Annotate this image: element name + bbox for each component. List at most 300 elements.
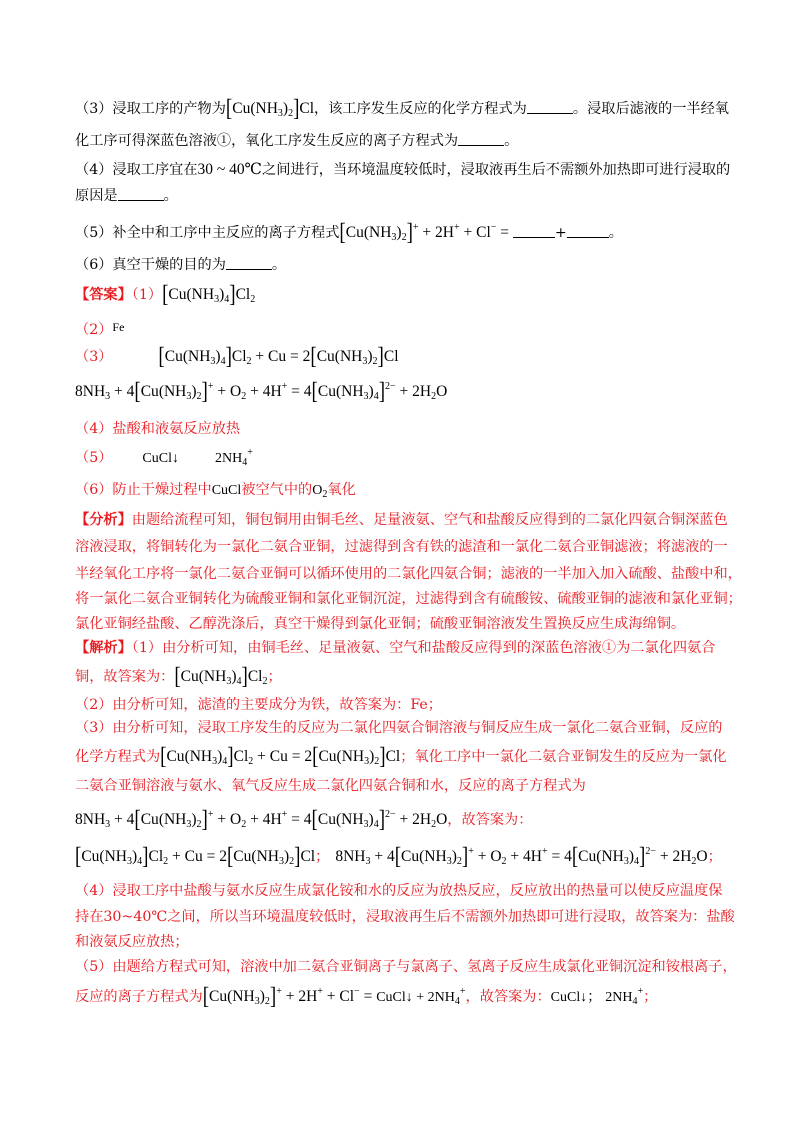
bracket: ] (294, 842, 301, 870)
sub: 3 (363, 819, 369, 830)
sub: 2 (501, 856, 507, 867)
bracket: ] (241, 662, 248, 690)
paren: ( (419, 848, 425, 865)
sub: 3 (214, 294, 220, 305)
paren: ) (396, 224, 402, 241)
solution-line1 (75, 637, 735, 659)
sym: NH (341, 811, 364, 828)
sym: Cu (318, 748, 337, 765)
sub: 3 (364, 756, 370, 767)
sub: 3 (212, 756, 218, 767)
sup: + (281, 381, 288, 392)
bracket: [ (226, 842, 234, 870)
sup: − (490, 222, 497, 233)
sym: Cl (235, 286, 251, 303)
sym: NH (163, 811, 187, 828)
sym: O (696, 848, 708, 865)
bracket: ] (227, 742, 234, 770)
bracket: [ (158, 342, 165, 370)
text: ； (267, 669, 282, 685)
sub: 4 (373, 391, 379, 402)
answer-value: CuCl↓ (142, 451, 179, 466)
paren: ( (335, 811, 342, 828)
bracket: [ (571, 842, 579, 870)
analysis-line1 (75, 509, 735, 531)
bracket: ] (142, 842, 149, 870)
sym: NH (163, 383, 187, 400)
q4-line1 (75, 159, 735, 181)
paren: ( (363, 224, 369, 241)
sub: 3 (446, 856, 452, 867)
sub: 4 (137, 856, 143, 867)
sub: 2 (431, 391, 437, 402)
sup: + (281, 809, 288, 820)
sym: NH (601, 848, 624, 865)
bracket: ] (201, 377, 208, 405)
paren: ( (158, 811, 164, 828)
solution-line5 (75, 742, 735, 770)
solution-label: 【解析】 (75, 640, 132, 656)
paren: ( (334, 348, 340, 365)
solution-line6: 二氨合亚铜溶液与氨水、氧气反应生成二氯化四氨合铜和水，反应的离子方程式为 (75, 778, 586, 794)
sub: 3 (363, 391, 369, 402)
sub: 2 (241, 391, 247, 402)
analysis-line4: 将一氯化二氨合亚铜转化为硫酸亚铜和氯化亚铜沉淀，过滤得到含有硫酸铵、硫酸亚铜的滤液和氯化亚铜； (75, 591, 742, 607)
sym: = (496, 224, 510, 241)
sym (312, 483, 327, 498)
text: 由题给流程可知，铜包铜用由铜毛丝、足量液氨、空气和盐酸反应得到的二氯化四氨合铜深蓝色 (131, 512, 728, 528)
sub: 2 (250, 294, 256, 305)
formula (335, 842, 708, 870)
paren: ) (367, 348, 373, 365)
bracket: [ (339, 218, 346, 246)
text: 被空气中的 (241, 482, 313, 498)
text: 。 (504, 133, 519, 149)
bracket: ] (293, 94, 300, 122)
sym: + 4 (110, 383, 135, 400)
paren: ( (198, 668, 204, 685)
text: ； (643, 989, 658, 1005)
sub: 3 (278, 856, 284, 867)
bracket: [ (310, 342, 317, 370)
formula-cu-nh3-2-cl (225, 94, 315, 122)
bracket: [ (225, 94, 233, 122)
sub: 3 (210, 356, 216, 367)
paren: ( (335, 383, 342, 400)
sub: 2 (196, 819, 202, 830)
paren: ) (451, 848, 457, 865)
sym: NH (104, 848, 127, 865)
formula (75, 842, 316, 870)
solution-line11: 和液氨反应放热； (75, 934, 189, 950)
sym: NH (232, 988, 255, 1005)
text: 。 (271, 257, 287, 273)
paren: ) (131, 848, 138, 865)
sym: + O (213, 811, 242, 828)
text: 化学方程式为 (75, 749, 161, 765)
paren: ) (628, 848, 634, 865)
sub: 2 (289, 856, 295, 867)
sym: Cl (231, 348, 247, 365)
paren: ( (336, 748, 342, 765)
solution-line12: （5）由题给方程式可知，溶液中加二氨合亚铜离子与氯离子、氢离子反应生成氯化亚铜沉淀和铵根离子， (75, 959, 737, 975)
sym: + Cu = 2 (168, 848, 227, 865)
answer-blank[interactable] (458, 131, 504, 146)
bracket: ] (201, 805, 208, 833)
sup: 2− (385, 809, 396, 820)
sub: 4 (224, 294, 230, 305)
sub: 3 (105, 819, 111, 830)
sym: Cu (232, 100, 251, 117)
text: 。 (163, 188, 178, 204)
paren: ) (282, 100, 289, 117)
sym: 8NH (335, 848, 366, 865)
sym: + Cu = 2 (253, 748, 313, 765)
sup: + (207, 381, 214, 392)
formula (202, 982, 466, 1010)
sym: = 4 (547, 848, 572, 865)
text: （3）浸取工序的产物为 (75, 101, 226, 117)
sup: + (459, 986, 466, 997)
paren: ( (250, 100, 256, 117)
bracket: ] (225, 342, 232, 370)
sym: O (436, 383, 448, 400)
paren: ( (227, 988, 233, 1005)
sym: Cl (247, 668, 263, 685)
sym: Cl (383, 348, 399, 365)
sub: 2 (431, 819, 437, 830)
formula (162, 280, 256, 308)
text: 。浸取后滤液的一半经氧 (572, 101, 729, 117)
answer-value (214, 447, 253, 468)
sym: 2NH (605, 990, 633, 1005)
sym: Cu (180, 668, 199, 685)
sym: + 2H (655, 848, 692, 865)
text: ，故答案为： (447, 812, 533, 828)
sub: 3 (186, 391, 192, 402)
sub: 3 (105, 391, 111, 402)
sym: NH (191, 286, 215, 303)
sub: 3 (226, 676, 232, 687)
solution-line13 (75, 982, 735, 1010)
sym: + 4H (506, 848, 542, 865)
sup: + (468, 846, 474, 857)
sym: NH (369, 224, 392, 241)
sym: 8NH (75, 383, 106, 400)
analysis-line5: 氯化亚铜经盐酸、乙醇洗涤后，真空干燥得到氯化亚铜；硫酸亚铜溶液发生置换反应生成海绵铜。 (75, 616, 686, 632)
q4-line2 (75, 185, 735, 207)
sub: 3 (277, 108, 283, 119)
sym: Cl (299, 100, 315, 117)
paren: ) (215, 348, 221, 365)
sub: 2 (163, 856, 169, 867)
sym: 2NH (214, 451, 243, 466)
sym: Cl (148, 848, 164, 865)
text: 化工序可得深蓝色溶液①，氧化工序发生反应的离子方程式为 (75, 133, 459, 149)
sym: Cu (209, 988, 228, 1005)
analysis-line3: 半经氧化工序将一氯化二氨合亚铜可以循环使用的二氯化四氨合铜；滤液的一半加入加入硫酸、盐酸中和， (75, 566, 742, 582)
sub: 2 (456, 856, 462, 867)
sub: 2 (691, 856, 697, 867)
paren: ) (191, 811, 197, 828)
text: 之间进行，当环境温度较低时，浸取液再生后不需额外加热即可进行浸取的 (262, 162, 731, 178)
text: ，故答案为： (465, 989, 551, 1005)
text: （6）真空干燥的目的为 (75, 257, 226, 273)
answer-value: Fe (112, 320, 125, 334)
q3-line1 (75, 94, 735, 122)
sym: NH (341, 383, 364, 400)
bracket: ] (461, 842, 469, 870)
solution-line10: 持在30~40℃之间，所以当环境温度较低时，浸取液再生后不需额外加热即可进行浸取，故答案为：盐酸 (75, 909, 735, 925)
sym: CuCl (211, 483, 242, 498)
sub: 4 (373, 819, 379, 830)
sym: Cu (317, 811, 336, 828)
sym: NH (203, 668, 227, 685)
sub: 3 (254, 996, 260, 1007)
sup: + (541, 846, 548, 857)
paren: ) (219, 286, 225, 303)
text: ； (315, 849, 330, 865)
sym: Cl (300, 848, 316, 865)
text: （3） (75, 349, 113, 365)
answer-blank[interactable] (527, 99, 573, 114)
sym: + 4 (110, 811, 135, 828)
sym: Cu (233, 848, 252, 865)
sym: Cu (140, 383, 159, 400)
bracket: [ (394, 842, 402, 870)
paren: ) (259, 988, 265, 1005)
sub: 3 (126, 856, 132, 867)
paren: ) (369, 748, 375, 765)
sym: + Cl (322, 988, 355, 1005)
sup: − (354, 986, 360, 997)
text: 铜，故答案为： (75, 669, 175, 685)
sym: Cu (166, 748, 185, 765)
text: 氧化 (327, 482, 356, 498)
sym: + O (213, 383, 242, 400)
sym: NH (424, 848, 447, 865)
sym: 8NH (75, 811, 106, 828)
sub: 3 (186, 819, 192, 830)
sup: 2− (645, 846, 656, 857)
solution-line9: （4）浸取工序中盐酸与氨水反应生成氯化铵和水的反应为放热反应，反应放出的热量可以使反应温度保 (75, 883, 723, 899)
q5-line (75, 218, 735, 246)
sym: + Cl (459, 224, 491, 241)
sub: 4 (220, 356, 226, 367)
sub: 2 (322, 489, 328, 500)
paren: ( (184, 748, 190, 765)
text: ； (707, 849, 722, 865)
bracket: ] (639, 842, 646, 870)
text: ，该工序发生反应的化学方程式为 (314, 101, 527, 117)
answer-blank[interactable] (567, 223, 609, 238)
solution-line8 (75, 842, 735, 870)
formula (158, 342, 399, 370)
bracket: [ (311, 805, 318, 833)
paren: ( (596, 848, 602, 865)
sup: 2− (385, 381, 396, 392)
paren: ( (182, 348, 188, 365)
sub: 3 (623, 856, 629, 867)
text: 反应的离子方程式为 (75, 989, 203, 1005)
sym: O (436, 811, 448, 828)
sup: + (207, 809, 214, 820)
text: （5） (75, 450, 113, 466)
solution-line4: （3）由分析可知，浸取工序发生的反应为二氯化四氨合铜溶液与铜反应生成一氯化二氨合亚铜，反应的 (75, 720, 723, 736)
paren: ) (217, 748, 223, 765)
sub: 2 (264, 996, 270, 1007)
analysis-label: 【分析】 (75, 512, 132, 528)
q6-line (75, 254, 735, 276)
sub: 2 (246, 356, 252, 367)
paren: ( (251, 848, 257, 865)
sub: 2 (241, 819, 247, 830)
sub: 2 (288, 108, 294, 119)
temperature-range: 30 ~ 40℃ (197, 161, 263, 178)
sup: + (453, 222, 460, 233)
sym: CuCl↓； (550, 990, 602, 1005)
paren: ( (158, 383, 164, 400)
sym: = (359, 988, 373, 1005)
sub: 4 (242, 457, 248, 468)
sub: 4 (632, 996, 638, 1007)
text: （4）浸取工序宜在 (75, 162, 198, 178)
paren: ) (368, 811, 374, 828)
bracket: [ (312, 742, 319, 770)
sym: O (312, 483, 323, 498)
answer-blank[interactable] (226, 255, 272, 270)
sym: NH (339, 348, 363, 365)
sym: + 4 (370, 848, 395, 865)
sym: NH (255, 100, 278, 117)
sym: + 4H (246, 811, 282, 828)
paren: ) (231, 668, 237, 685)
formula-q5 (339, 218, 512, 246)
answer-6 (75, 479, 735, 502)
text: （1） (131, 287, 163, 303)
text: （6）防止干燥过程中 (75, 482, 212, 498)
bracket: [ (134, 805, 141, 833)
sub: 2 (248, 756, 254, 767)
paren: ( (186, 286, 192, 303)
sub: 3 (362, 356, 368, 367)
sym: + 2H (395, 383, 432, 400)
sym: + 2H (285, 988, 318, 1005)
sym: Cu (578, 848, 597, 865)
sym: Cu (140, 811, 159, 828)
bracket: ] (377, 342, 384, 370)
sub: 4 (454, 996, 460, 1007)
solution-line7 (75, 805, 735, 833)
sym: Cu (316, 348, 335, 365)
sym: Cu (168, 286, 187, 303)
sym: NH (256, 848, 279, 865)
sub: 2 (374, 756, 380, 767)
sym: Cl (233, 748, 249, 765)
sub: 2 (196, 391, 202, 402)
sym: Cu (81, 848, 100, 865)
sym: + 2H (422, 224, 454, 241)
bracket: ] (406, 218, 413, 246)
formula (75, 805, 448, 833)
solution-line3: （2）由分析可知，滤渣的主要成分为铁，故答案为：Fe； (75, 697, 442, 713)
bracket: ] (229, 280, 236, 308)
bracket: ] (378, 377, 386, 405)
sub: 4 (222, 756, 228, 767)
sub: 2 (401, 232, 407, 243)
sym: = 4 (287, 811, 312, 828)
bracket: [ (202, 982, 210, 1010)
sym: + 2H (395, 811, 432, 828)
sup: + (247, 447, 253, 458)
sup: + (637, 986, 644, 997)
sub: 4 (634, 856, 639, 867)
text: ；氧化工序中一氯化二氨合亚铜发生的反应为一氯化 (400, 749, 727, 765)
bracket: ] (378, 805, 386, 833)
sym: NH (189, 748, 213, 765)
sym: + Cu = 2 (251, 348, 311, 365)
q3-line2 (75, 130, 735, 152)
paren: ) (283, 848, 290, 865)
sym: + O (473, 848, 502, 865)
sym: CuCl↓ + 2NH (376, 990, 455, 1005)
text: （1）由分析可知，由铜毛丝、足量液氨、空气和盐酸反应得到的深蓝色溶液①为二氯化四氨合 (131, 640, 716, 656)
paren: ) (191, 383, 197, 400)
bracket: [ (75, 842, 82, 870)
text: 。 (608, 225, 623, 241)
bracket: [ (174, 662, 181, 690)
sub: 2 (262, 676, 268, 687)
sub: 2 (372, 356, 378, 367)
sym: = 4 (287, 383, 312, 400)
answer-3 (75, 342, 735, 370)
sym: Cu (317, 383, 336, 400)
text: 原因是 (75, 188, 118, 204)
analysis-line2: 溶液浸取，将铜转化为一氯化二氨合亚铜，过滤得到含有铁的滤渣和一氯化二氨合亚铜滤液；将滤液的一 (75, 539, 728, 555)
sup: + (276, 986, 282, 997)
sym: Cl (385, 748, 401, 765)
text: （5）补全中和工序中主反应的离子方程式 (75, 225, 340, 241)
sub: 3 (365, 856, 371, 867)
answer-2 (75, 316, 735, 341)
sym: Cu (345, 224, 364, 241)
answer-4: （4）盐酸和液氨反应放热 (75, 421, 241, 437)
sym: Cu (401, 848, 420, 865)
answer-label: 【答案】 (75, 287, 132, 303)
formula (160, 742, 401, 770)
sup: + (412, 222, 419, 233)
sym: + 4H (246, 383, 282, 400)
answer-1 (75, 280, 735, 308)
text: （2） (75, 322, 113, 338)
sym: NH (341, 748, 365, 765)
bracket: [ (311, 377, 318, 405)
bracket: ] (269, 982, 277, 1010)
sym: Cu (164, 348, 183, 365)
paren: ( (99, 848, 105, 865)
sym: NH (188, 348, 211, 365)
paren: ) (368, 383, 374, 400)
answer-blank[interactable] (118, 186, 164, 201)
bracket: ] (379, 742, 386, 770)
answer-3-ionic (75, 377, 735, 405)
answer-blank[interactable] (513, 223, 555, 238)
formula (174, 662, 268, 690)
bracket: [ (160, 742, 167, 770)
answer-5 (75, 447, 735, 470)
bracket: [ (134, 377, 141, 405)
sub: 4 (236, 676, 242, 687)
